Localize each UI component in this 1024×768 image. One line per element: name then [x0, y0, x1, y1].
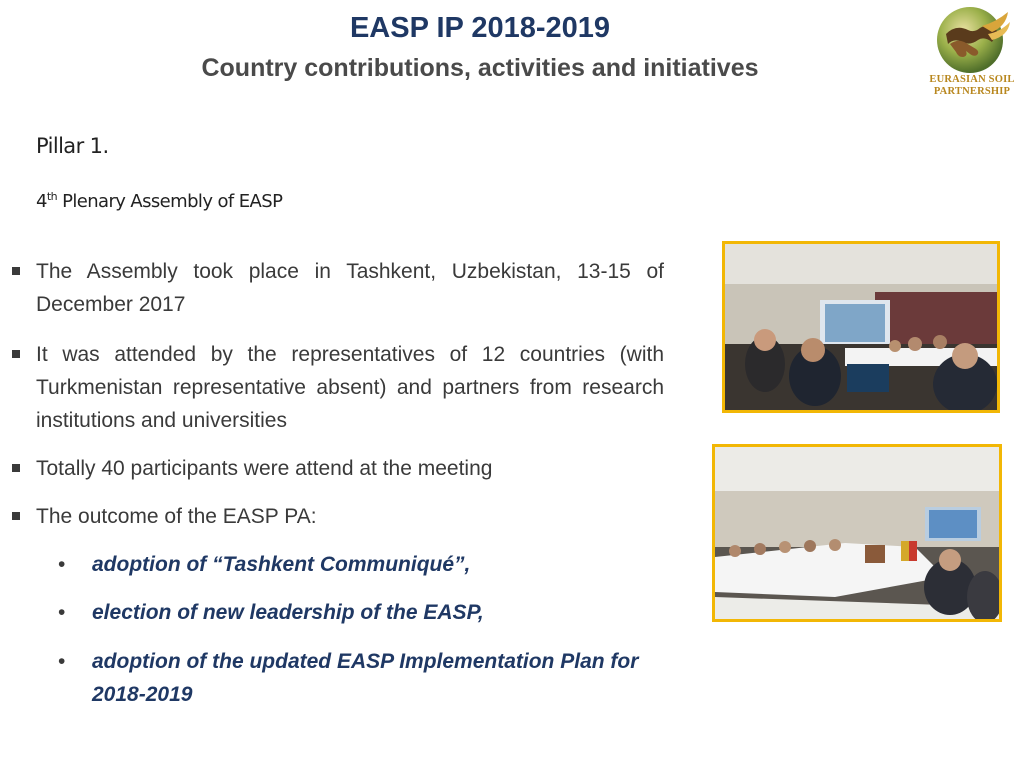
slide-title: EASP IP 2018-2019 [349, 12, 611, 44]
meeting-photo-1 [722, 241, 1000, 413]
assembly-number: 4 [36, 191, 47, 212]
bullet-item-outcome: The outcome of the EASP PA: [36, 500, 664, 533]
assembly-ordinal-suffix: th [46, 190, 57, 203]
outcome-item-leadership: • election of new leadership of the EASP, [92, 596, 672, 629]
logo-text-line1: EURASIAN SOIL [929, 74, 1015, 85]
meeting-photo-2 [712, 444, 1002, 622]
globe-handshake-icon [926, 4, 1018, 76]
outcome-item-plan: • adoption of the updated EASP Implementation Plan for 2018-2019 [92, 645, 672, 711]
meeting-photo-2-image [715, 447, 999, 619]
assembly-heading-text: Plenary Assembly of EASP [56, 191, 283, 212]
assembly-heading [36, 190, 282, 212]
bullet-item-participants: Totally 40 participants were attend at the meeting [36, 452, 664, 485]
bullet-item-location: The Assembly took place in Tashkent, Uzbekistan, 13-15 of December 2017 [36, 255, 664, 321]
pillar-heading: Pillar 1. [36, 134, 109, 158]
bullet-item-attendance: It was attended by the representatives of 12 countries (with Turkmenistan representative absent) and partners from research institutions and universities [36, 338, 664, 437]
outcome-item-communique: • adoption of “Tashkent Communiqué”, [92, 548, 672, 581]
slide-subtitle: Country contributions, activities and initiatives [201, 54, 759, 82]
logo-text-line2: PARTNERSHIP [933, 86, 1011, 97]
meeting-photo-1-image [725, 244, 997, 410]
eurasian-soil-partnership-logo [926, 4, 1018, 100]
